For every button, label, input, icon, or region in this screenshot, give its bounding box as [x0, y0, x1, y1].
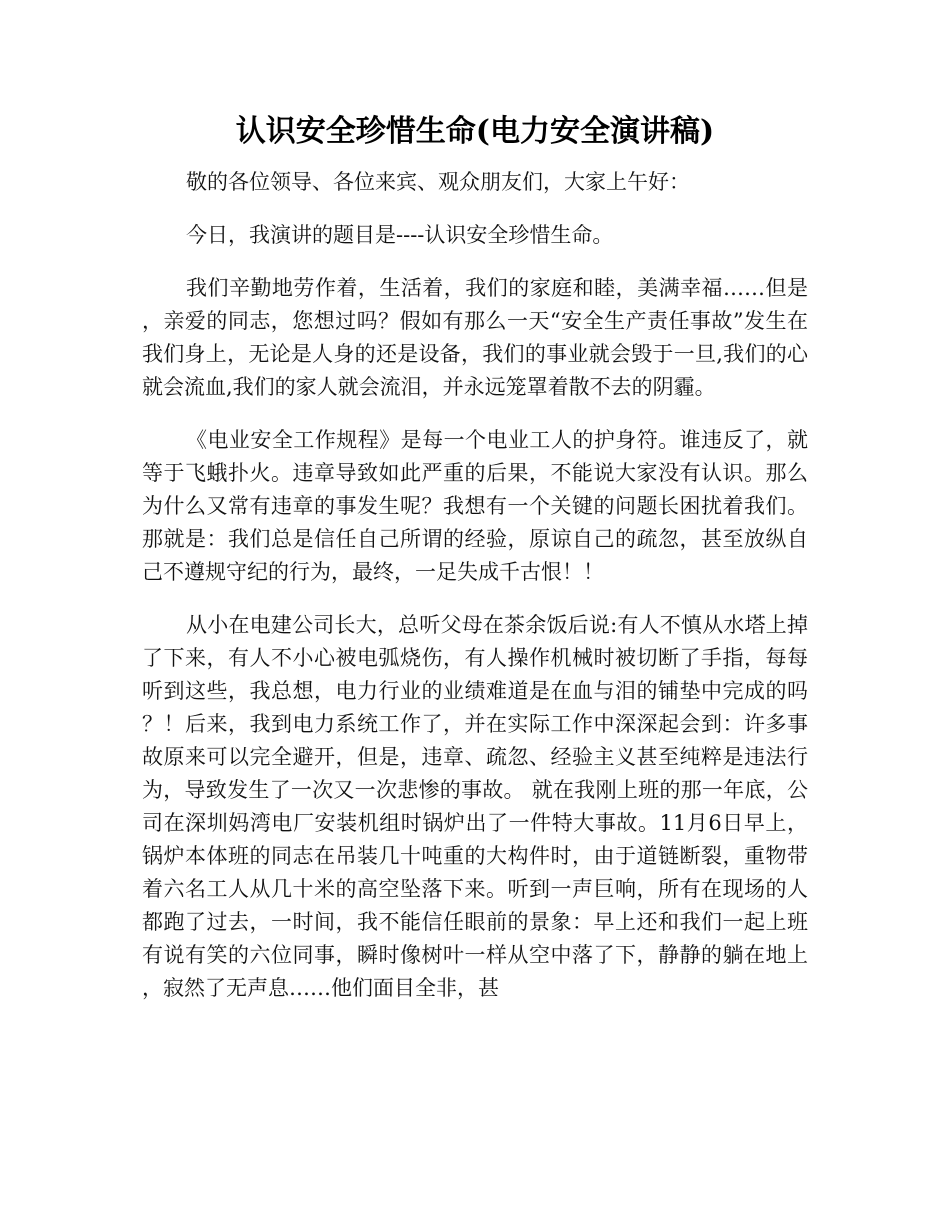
paragraph-regulations: 《电业安全工作规程》是每一个电业工人的护身符。谁违反了，就等于飞蛾扑火。违章导致如此严重的后果，不能说大家没有认识。那么为什么又常有违章的事发生呢？我想有一个关键的问题长困扰着我们。那就是：我们总是信任自己所谓的经验，原谅自己的疏忽，甚至放纵自己不遵规守纪的行为，最终，一足失成千古恨！！ — [142, 428, 808, 584]
paragraph-intro: 我们辛勤地劳作着，生活着，我们的家庭和睦，美满幸福……但是，亲爱的同志，您想过吗？假如有那么一天“安全生产责任事故”发生在我们身上，无论是人身的还是设备，我们的事业就会毁于一旦,我们的心就会流血,我们的家人就会流泪，并永远笼罩着散不去的阴霾。 — [142, 276, 808, 399]
document-title: 认识安全珍惜生命(电力安全演讲稿) — [235, 114, 715, 149]
paragraph-topic: 今日，我演讲的题目是----认识安全珍惜生命。 — [186, 223, 614, 247]
paragraph-story: 从小在电建公司长大，总听父母在茶余饭后说:有人不慎从水塔上掉了下来，有人不小心被电弧烧伤，有人操作机械时被切断了手指，每每听到这些，我总想，电力行业的业绩难道是在血与泪的铺垫中完成的吗？！后来，我到电力系统工作了，并在实际工作中深深起会到：许多事故原来可以完全避开，但是，违章、疏忽、经验主义甚至纯粹是违法行为，导致发生了一次又一次悲惨的事故。 就在我刚上班的那一年底，公司在深圳妈湾电厂安装机组时锅炉出了一件特大事故。11月6日早上，锅炉本体班的同志在吊装几十吨重的大构件时，由于道链断裂，重物带着六名工人从几十米的高空坠落下来。听到一声巨响，所有在现场的人都跑了过去，一时间，我不能信任眼前的景象：早上还和我们一起上班有说有笑的六位同事，瞬时像树叶一样从空中落了下，静静的躺在地上，寂然了无声息……他们面目全非，甚 — [142, 613, 808, 1000]
paragraph-greeting: 敬的各位领导、各位来宾、观众朋友们，大家上午好： — [186, 170, 690, 194]
document-body — [142, 166, 808, 1025]
